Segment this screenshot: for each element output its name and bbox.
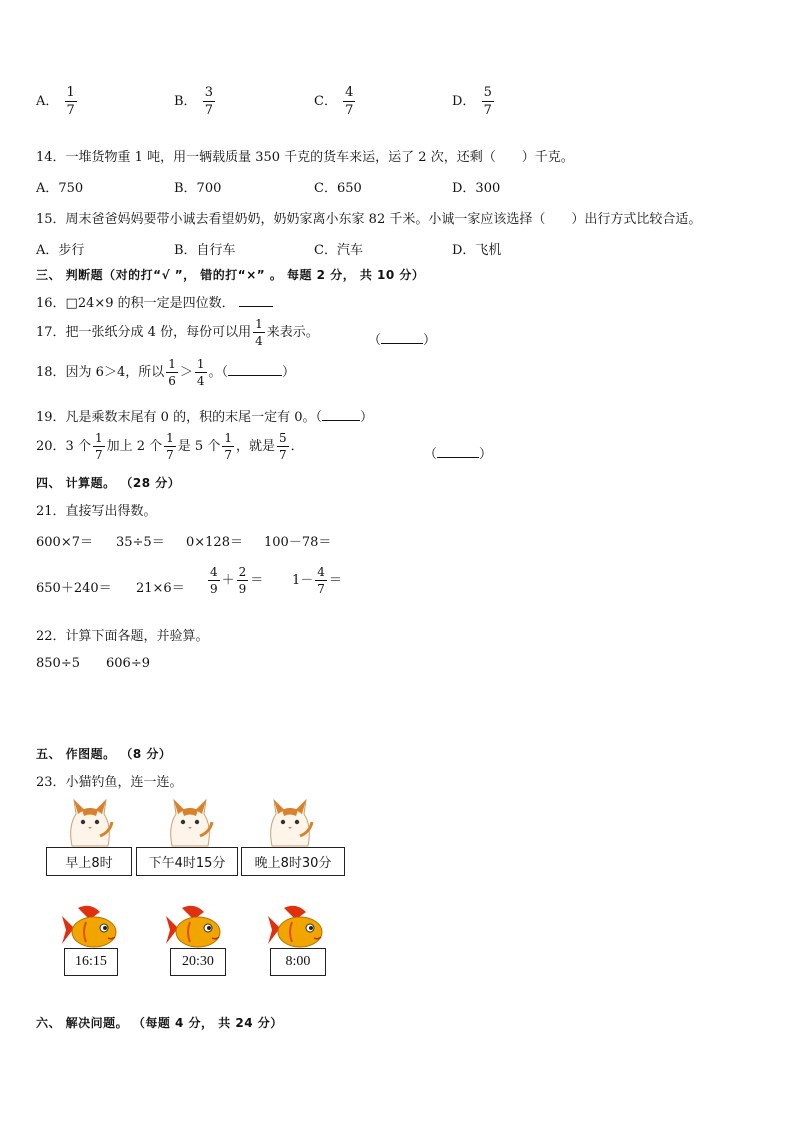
cat-icon — [264, 796, 314, 848]
q13-option-c — [314, 86, 357, 117]
numerator: 4 — [210, 565, 218, 579]
q15-option-a: A．步行 — [36, 243, 85, 258]
numerator: 2 — [238, 565, 247, 579]
denominator: 7 — [224, 448, 232, 462]
q19-text: 19．凡是乘数末尾有 0 的，积的末尾一定有 0。（ — [36, 410, 322, 425]
numerator: 5 — [278, 431, 287, 445]
numerator: 5 — [483, 85, 492, 100]
denominator: 7 — [94, 448, 103, 462]
q13-option-b — [174, 86, 217, 117]
answer-blank[interactable] — [437, 456, 479, 458]
answer-blank[interactable] — [381, 342, 423, 344]
denominator: 7 — [278, 448, 287, 462]
cat-time-label[interactable]: 下午4时15分 — [136, 847, 238, 876]
denominator: 7 — [345, 103, 354, 118]
fish-time-label[interactable]: 8:00 — [270, 948, 326, 976]
cat-image — [264, 796, 314, 848]
fraction — [195, 358, 207, 387]
section-title-calculation: 四、 计算题。 （28 分） — [36, 476, 181, 490]
q18-text-b: 。（ — [208, 365, 229, 380]
q17-question — [36, 318, 319, 347]
denominator: 6 — [168, 374, 176, 388]
greater-than: ＞ — [179, 365, 193, 380]
section-title-judgement: 三、 判断题（对的打“√ ”， 错的打“×” 。 每题 2 分， 共 10 分） — [36, 268, 425, 282]
numerator: 1 — [255, 317, 263, 331]
calc-item: 650＋240＝ — [36, 581, 112, 596]
cat-time-label[interactable]: 早上8时 — [46, 847, 132, 876]
calc-item-one-minus — [292, 566, 342, 595]
calc-item: 100－78＝ — [264, 535, 332, 550]
numerator: 1 — [66, 85, 75, 100]
q14-question: 14．一堆货物重 1 吨，用一辆载质量 350 千克的货车来运，运了 2 次，还剩（ ）千克。 — [36, 150, 574, 165]
q17-answer-paren[interactable] — [368, 329, 436, 348]
section-title-problem-solving: 六、 解决问题。 （每题 4 分， 共 24 分） — [36, 1016, 283, 1030]
fraction — [93, 432, 105, 461]
denominator: 4 — [196, 374, 205, 388]
fraction — [164, 432, 176, 461]
denominator: 4 — [255, 334, 263, 348]
fraction — [203, 86, 215, 117]
cat-icon — [164, 796, 214, 848]
section-title-drawing: 五、 作图题。 （8 分） — [36, 747, 172, 761]
q16-text: 16．□24×9 的积一定是四位数． — [36, 296, 235, 311]
fraction — [222, 432, 234, 461]
equals-sign: ＝ — [328, 573, 342, 588]
calc-item: 35÷5＝ — [116, 535, 165, 550]
q18-question — [36, 358, 295, 387]
fish-image — [164, 904, 224, 950]
q13-option-d — [452, 86, 496, 117]
cat-time-label[interactable]: 晚上8时30分 — [241, 847, 345, 876]
q23-question: 23．小猫钓鱼，连一连。 — [36, 775, 183, 790]
q14-option-a: A．750 — [36, 181, 84, 196]
cat-image — [164, 796, 214, 848]
cat-image — [64, 796, 114, 848]
fish-time-label[interactable]: 20:30 — [170, 948, 226, 976]
numerator: 1 — [166, 431, 174, 445]
denominator: 9 — [210, 582, 218, 596]
numerator: 4 — [317, 565, 325, 579]
q15-option-c: C．汽车 — [314, 243, 363, 258]
cat-icon — [64, 796, 114, 848]
fraction — [237, 566, 249, 595]
numerator: 1 — [94, 431, 103, 445]
q20-text: 是 5 个 — [177, 439, 221, 454]
fraction — [253, 318, 265, 347]
one-minus: 1－ — [292, 573, 314, 588]
paren-right: ） — [282, 365, 296, 380]
q20-text: 20．3 个 — [36, 439, 91, 454]
option-letter: C． — [314, 94, 337, 109]
q16-question — [36, 292, 273, 311]
paren-right: ） — [479, 447, 493, 462]
numerator: 1 — [224, 431, 232, 445]
answer-blank[interactable] — [239, 305, 273, 307]
q14-option-b: B．700 — [174, 181, 222, 196]
q15-option-d: D．飞机 — [452, 243, 502, 258]
q20-text: 加上 2 个 — [106, 439, 163, 454]
fish-image — [266, 904, 326, 950]
paren-right: ） — [423, 333, 437, 348]
q15-question: 15．周末爸爸妈妈要带小诚去看望奶奶，奶奶家离小东家 82 千米。小诚一家应该选择（ ）出行方式比较合适。 — [36, 212, 702, 227]
q14-option-d: D．300 — [452, 181, 501, 196]
calc-item: 600×7＝ — [36, 535, 93, 550]
fish-icon — [164, 904, 224, 950]
denominator: 9 — [238, 582, 247, 596]
numerator: 1 — [196, 357, 205, 371]
calc-item-fraction-sum — [206, 566, 263, 595]
denominator: 7 — [483, 103, 492, 118]
numerator: 4 — [345, 85, 354, 100]
q18-text-a: 18．因为 6＞4，所以 — [36, 365, 165, 380]
denominator: 7 — [204, 103, 213, 118]
q20-answer-paren[interactable] — [424, 443, 492, 462]
numerator: 3 — [204, 85, 213, 100]
fraction — [343, 86, 355, 117]
calc-item: 850÷5 — [36, 656, 80, 671]
option-letter: B． — [174, 94, 197, 109]
fraction — [315, 566, 327, 595]
q13-option-a — [36, 86, 79, 117]
fraction — [65, 86, 77, 117]
q17-text-a: 17．把一张纸分成 4 份，每份可以用 — [36, 325, 252, 340]
answer-blank[interactable] — [228, 374, 282, 376]
fish-time-label[interactable]: 16:15 — [64, 948, 118, 976]
fish-image — [60, 904, 120, 950]
plus-sign: ＋ — [221, 573, 235, 588]
fraction — [482, 86, 494, 117]
calc-item: 21×6＝ — [136, 581, 185, 596]
q20-text: ． — [290, 439, 304, 454]
equals-sign: ＝ — [250, 573, 264, 588]
paren-left: （ — [424, 447, 438, 462]
answer-blank[interactable] — [322, 419, 360, 421]
q20-question — [36, 432, 304, 461]
q17-text-b: 来表示。 — [266, 325, 319, 340]
denominator: 7 — [166, 448, 174, 462]
denominator: 7 — [66, 103, 75, 118]
calc-item: 0×128＝ — [186, 535, 243, 550]
q15-option-b: B．自行车 — [174, 243, 236, 258]
fraction — [208, 566, 220, 595]
fish-icon — [266, 904, 326, 950]
q22-question: 22．计算下面各题，并验算。 — [36, 629, 209, 644]
fish-icon — [60, 904, 120, 950]
q19-question — [36, 406, 373, 425]
fraction — [277, 432, 289, 461]
q14-option-c: C．650 — [314, 181, 362, 196]
paren-right: ） — [359, 410, 373, 425]
numerator: 1 — [168, 357, 176, 371]
paren-left: （ — [368, 333, 382, 348]
denominator: 7 — [317, 582, 325, 596]
option-letter: D． — [452, 94, 476, 109]
q20-text: ，就是 — [235, 439, 275, 454]
q21-question: 21．直接写出得数。 — [36, 504, 157, 519]
fraction — [166, 358, 178, 387]
option-letter: A． — [36, 94, 59, 109]
calc-item: 606÷9 — [106, 656, 150, 671]
